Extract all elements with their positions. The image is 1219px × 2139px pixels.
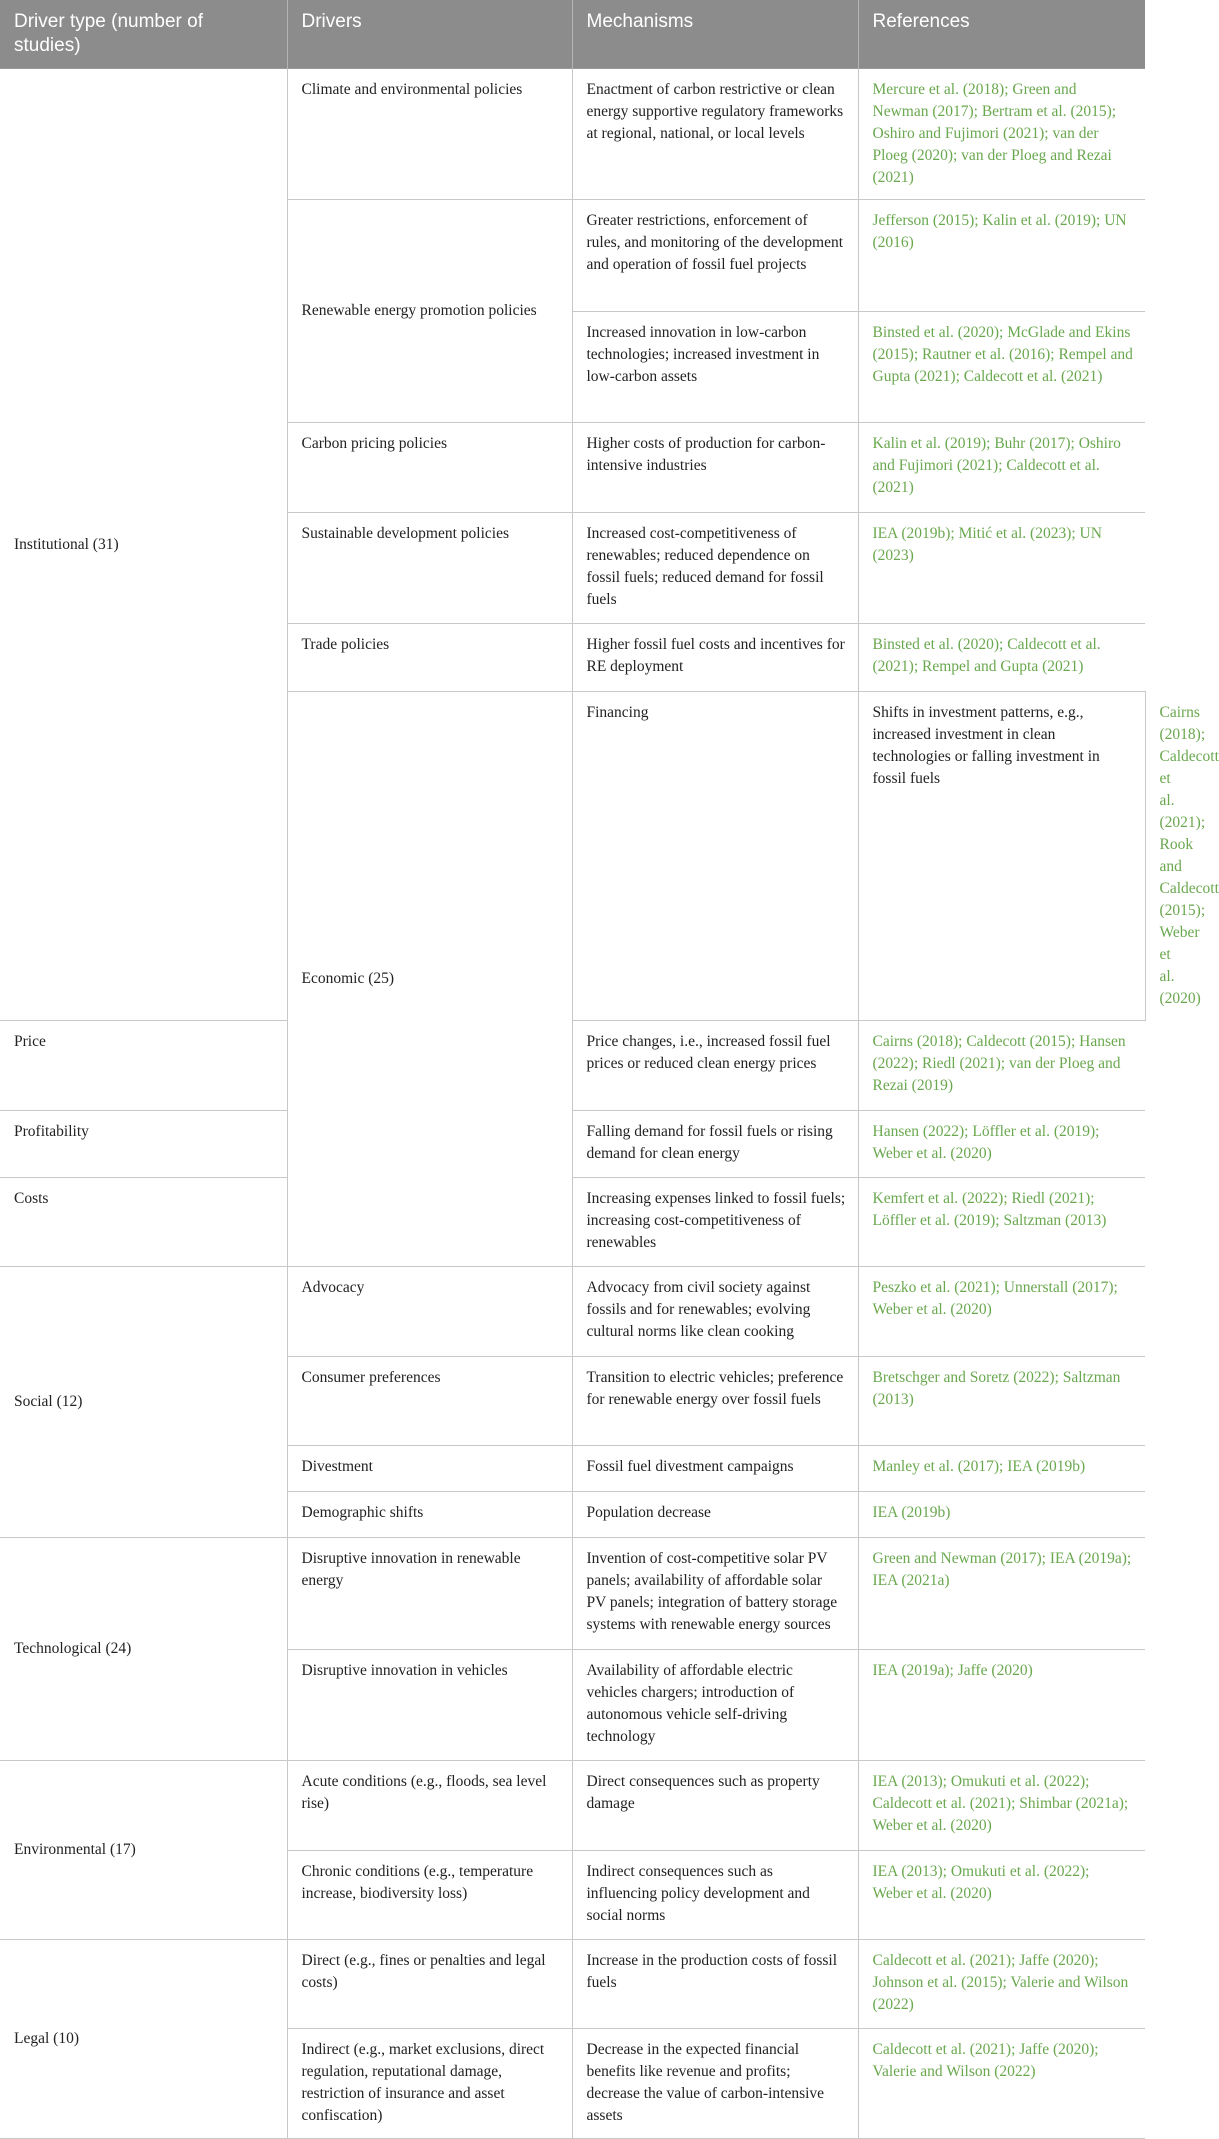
driver-cell: Sustainable development policies xyxy=(287,513,572,624)
references-cell: Mercure et al. (2018); Green and Newman (2017); Bertram et al. (2015); Oshiro and Fujimori (2021); van der Ploeg (2020); van der Ploeg and Rezai (2021) xyxy=(858,69,1145,200)
mechanism-cell: Availability of affordable electric vehicles chargers; introduction of autonomous vehicle self-driving technology xyxy=(572,1650,858,1761)
driver-cell: Carbon pricing policies xyxy=(287,423,572,513)
mechanism-cell: Increase in the production costs of fossil fuels xyxy=(572,1940,858,2029)
driver-type-cell: Technological (24) xyxy=(0,1538,287,1761)
driver-cell: Consumer preferences xyxy=(287,1357,572,1446)
header-mechanisms: Mechanisms xyxy=(572,0,858,69)
driver-cell: Acute conditions (e.g., floods, sea level rise) xyxy=(287,1761,572,1851)
table-row xyxy=(0,1178,1145,1267)
driver-cell: Profitability xyxy=(0,1111,287,1178)
driver-type-cell: Economic (25) xyxy=(287,692,572,1267)
driver-type-cell: Legal (10) xyxy=(0,1940,287,2139)
table-row xyxy=(0,1021,1145,1111)
mechanism-cell: Population decrease xyxy=(572,1492,858,1538)
table-row xyxy=(0,1538,1145,1650)
header-driver-type: Driver type (number of studies) xyxy=(0,0,287,69)
driver-cell: Chronic conditions (e.g., temperature increase, biodiversity loss) xyxy=(287,1851,572,1940)
driver-cell: Demographic shifts xyxy=(287,1492,572,1538)
references-cell: Green and Newman (2017); IEA (2019a); IEA (2021a) xyxy=(858,1538,1145,1650)
driver-cell: Renewable energy promotion policies xyxy=(287,200,572,423)
references-cell: Manley et al. (2017); IEA (2019b) xyxy=(858,1446,1145,1492)
mechanism-cell: Enactment of carbon restrictive or clean energy supportive regulatory frameworks at regional, national, or local levels xyxy=(572,69,858,200)
references-cell: Jefferson (2015); Kalin et al. (2019); UN (2016) xyxy=(858,200,1145,312)
table-row: Economic (25) Financing Shifts in investment patterns, e.g., increased investment in clean technologies or falling investment in fossil fuels Cairns (2018); Caldecott et al. (2021); Rook and Caldecott (2015); Weber et al. (2020) xyxy=(0,692,1145,1021)
mechanism-cell: Increasing expenses linked to fossil fuels; increasing cost-competitiveness of renewables xyxy=(572,1178,858,1267)
mechanism-cell: Fossil fuel divestment campaigns xyxy=(572,1446,858,1492)
header-references: References xyxy=(858,0,1145,69)
references-cell: Binsted et al. (2020); McGlade and Ekins (2015); Rautner et al. (2016); Rempel and Gupta (2021); Caldecott et al. (2021) xyxy=(858,312,1145,423)
mechanism-cell: Direct consequences such as property damage xyxy=(572,1761,858,1851)
driver-cell: Costs xyxy=(0,1178,287,1267)
driver-cell: Disruptive innovation in vehicles xyxy=(287,1650,572,1761)
references-cell: IEA (2019b); Mitić et al. (2023); UN (2023) xyxy=(858,513,1145,624)
mechanism-cell: Transition to electric vehicles; preference for renewable energy over fossil fuels xyxy=(572,1357,858,1446)
references-cell: IEA (2019a); Jaffe (2020) xyxy=(858,1650,1145,1761)
references-cell: Bretschger and Soretz (2022); Saltzman (2013) xyxy=(858,1357,1145,1446)
references-cell: Binsted et al. (2020); Caldecott et al. (2021); Rempel and Gupta (2021) xyxy=(858,624,1145,692)
mechanism-cell: Indirect consequences such as influencing policy development and social norms xyxy=(572,1851,858,1940)
driver-cell: Price xyxy=(0,1021,287,1111)
mechanism-cell: Invention of cost-competitive solar PV panels; availability of affordable solar PV panels; integration of battery storage systems with renewable energy sources xyxy=(572,1538,858,1650)
driver-cell: Climate and environmental policies xyxy=(287,69,572,200)
table-row xyxy=(0,1940,1145,2029)
driver-cell: Trade policies xyxy=(287,624,572,692)
table-row xyxy=(0,1267,1145,1357)
references-cell: IEA (2013); Omukuti et al. (2022); Caldecott et al. (2021); Shimbar (2021a); Weber et al. (2020) xyxy=(858,1761,1145,1851)
references-cell: Kemfert et al. (2022); Riedl (2021); Löffler et al. (2019); Saltzman (2013) xyxy=(858,1178,1145,1267)
driver-type-cell: Social (12) xyxy=(0,1267,287,1538)
driver-cell: Disruptive innovation in renewable energy xyxy=(287,1538,572,1650)
references-cell: Caldecott et al. (2021); Jaffe (2020); Valerie and Wilson (2022) xyxy=(858,2029,1145,2139)
mechanism-cell: Increased innovation in low-carbon technologies; increased investment in low-carbon assets xyxy=(572,312,858,423)
references-cell: Caldecott et al. (2021); Jaffe (2020); Johnson et al. (2015); Valerie and Wilson (2022) xyxy=(858,1940,1145,2029)
mechanism-cell: Decrease in the expected financial benefits like revenue and profits; decrease the value of carbon-intensive assets xyxy=(572,2029,858,2139)
driver-cell: Advocacy xyxy=(287,1267,572,1357)
driver-cell: Divestment xyxy=(287,1446,572,1492)
driver-cell: Financing xyxy=(572,692,858,1021)
table-row xyxy=(0,69,1145,200)
mechanism-cell: Advocacy from civil society against fossils and for renewables; evolving cultural norms like clean cooking xyxy=(572,1267,858,1357)
references-cell: Hansen (2022); Löffler et al. (2019); Weber et al. (2020) xyxy=(858,1111,1145,1178)
mechanism-cell: Price changes, i.e., increased fossil fuel prices or reduced clean energy prices xyxy=(572,1021,858,1111)
driver-cell: Indirect (e.g., market exclusions, direct regulation, reputational damage, restriction of insurance and asset confiscation) xyxy=(287,2029,572,2139)
driver-type-cell: Institutional (31) xyxy=(0,69,287,1021)
header-row xyxy=(0,0,1145,69)
header-drivers: Drivers xyxy=(287,0,572,69)
table-row xyxy=(0,1111,1145,1178)
mechanism-cell: Shifts in investment patterns, e.g., increased investment in clean technologies or falling investment in fossil fuels xyxy=(858,692,1145,1021)
references-cell: Cairns (2018); Caldecott (2015); Hansen (2022); Riedl (2021); van der Ploeg and Rezai (2019) xyxy=(858,1021,1145,1111)
table-row xyxy=(0,1761,1145,1851)
driver-type-cell: Environmental (17) xyxy=(0,1761,287,1940)
references-cell: IEA (2013); Omukuti et al. (2022); Weber et al. (2020) xyxy=(858,1851,1145,1940)
mechanism-cell: Increased cost-competitiveness of renewables; reduced dependence on fossil fuels; reduced demand for fossil fuels xyxy=(572,513,858,624)
mechanism-cell: Higher costs of production for carbon-intensive industries xyxy=(572,423,858,513)
mechanism-cell: Falling demand for fossil fuels or rising demand for clean energy xyxy=(572,1111,858,1178)
references-cell: IEA (2019b) xyxy=(858,1492,1145,1538)
references-cell: Peszko et al. (2021); Unnerstall (2017); Weber et al. (2020) xyxy=(858,1267,1145,1357)
mechanism-cell: Higher fossil fuel costs and incentives for RE deployment xyxy=(572,624,858,692)
driver-cell: Direct (e.g., fines or penalties and legal costs) xyxy=(287,1940,572,2029)
references-cell: Kalin et al. (2019); Buhr (2017); Oshiro and Fujimori (2021); Caldecott et al. (2021) xyxy=(858,423,1145,513)
mechanism-cell: Greater restrictions, enforcement of rules, and monitoring of the development and operation of fossil fuel projects xyxy=(572,200,858,312)
